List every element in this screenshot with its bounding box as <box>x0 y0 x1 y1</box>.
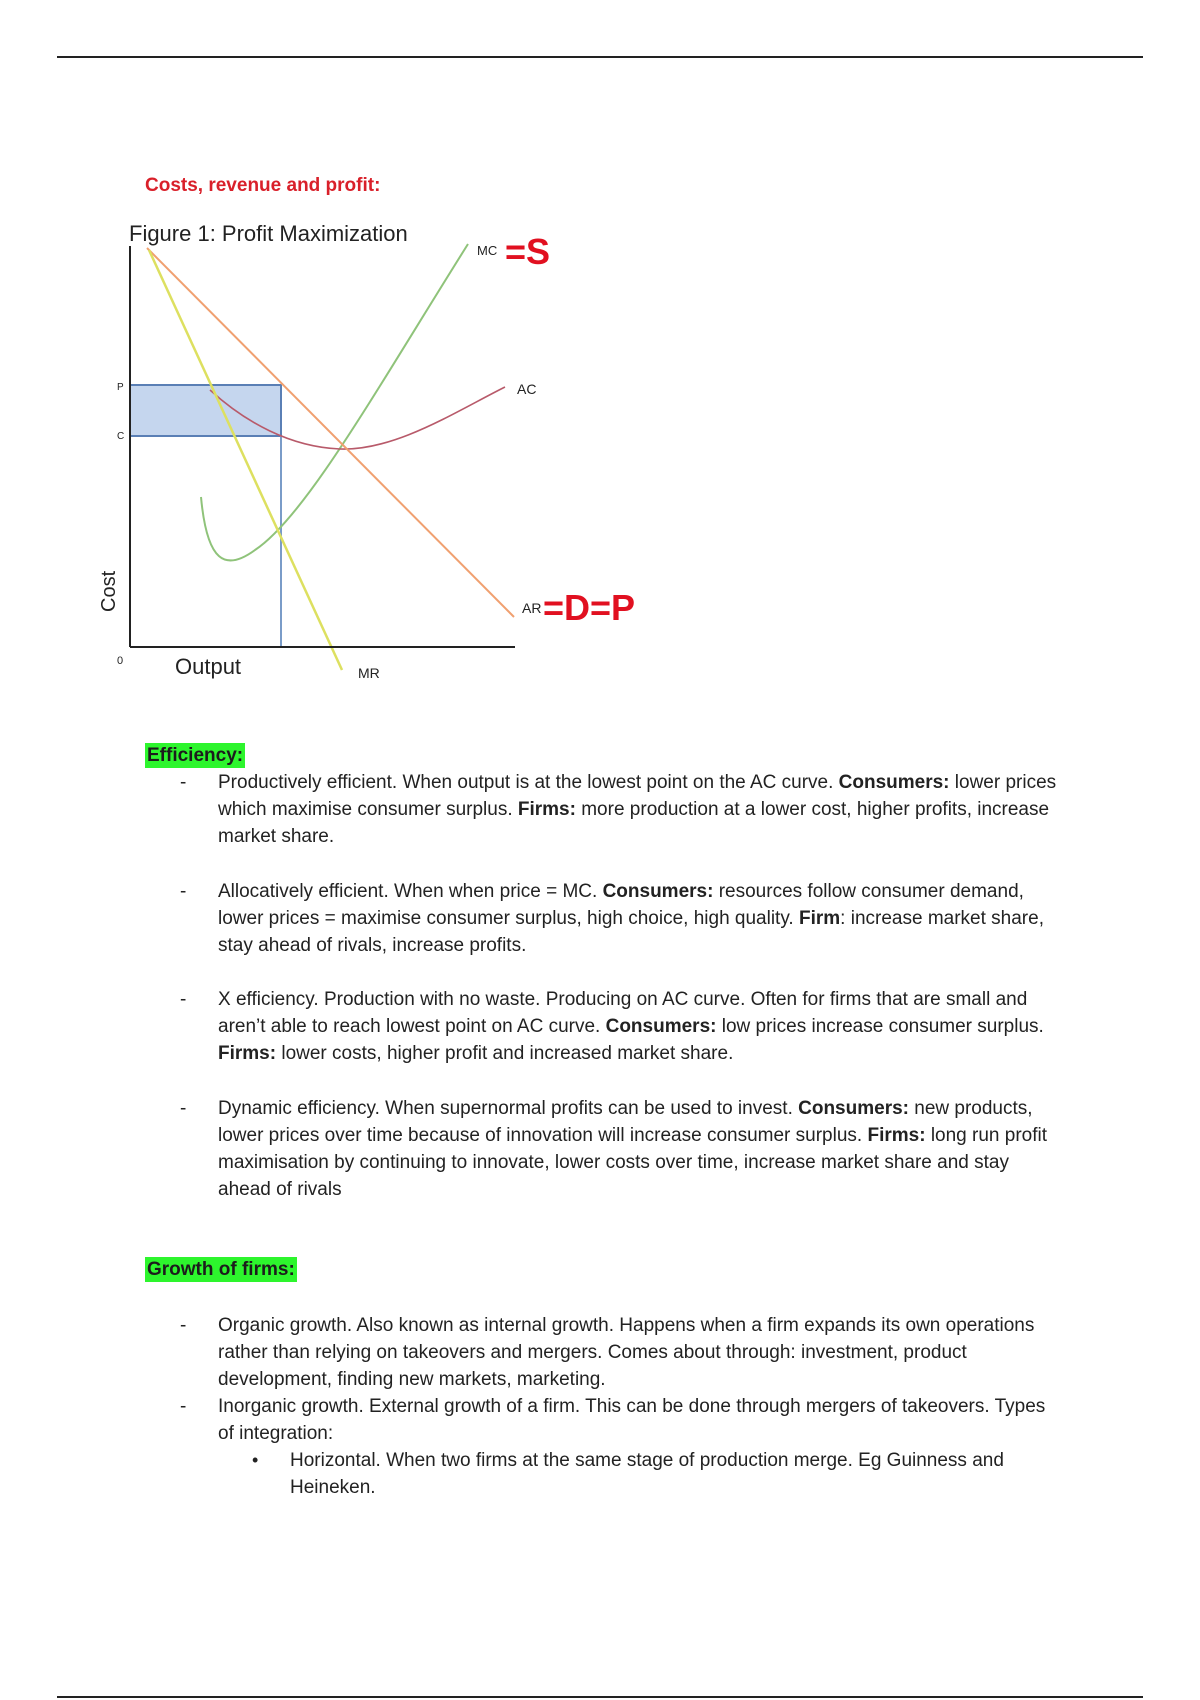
bullet-dot: • <box>252 1450 259 1470</box>
profit-area <box>130 385 281 436</box>
efficiency-item-allocative: Allocatively efficient. When when price = MC. Consumers: resources follow consumer demand, lower prices = maximise consumer surplus, high choice, high quality. Firm: increase market share, stay ahead of rivals, increase profits. <box>218 881 1044 956</box>
efficiency-title: Efficiency: <box>147 745 244 766</box>
efficiency-item-x: X efficiency. Production with no waste. Producing on AC curve. Often for firms that are small and aren’t able to reach lowest point on AC curve. Consumers: low prices increase consumer surplus. Firms: lower costs, higher profit and increased market share. <box>218 989 1044 1064</box>
mr-label: MR <box>358 665 380 681</box>
efficiency-item-dynamic: Dynamic efficiency. When supernormal profits can be used to invest. Consumers: new products, lower prices over time because of innovation will increase consumer surplus. Firms: long run profit maximisation by continuing to innovate, lower costs over time, increase market share and stay ahead of rivals <box>218 1098 1048 1200</box>
growth-title: Growth of firms: <box>147 1259 295 1280</box>
c-label: C <box>117 431 125 442</box>
y-axis-label: Cost <box>98 570 120 612</box>
origin-label: 0 <box>117 655 124 667</box>
bullet-dash: - <box>180 1396 187 1417</box>
mc-annotation: =S <box>505 231 551 272</box>
growth-item-inorganic: Inorganic growth. External growth of a firm. This can be done through mergers of takeovers. Types of integration: <box>218 1396 1046 1444</box>
figure-title: Figure 1: Profit Maximization <box>129 222 408 246</box>
bullet-dash: - <box>180 772 187 793</box>
p-label: P <box>117 382 124 393</box>
growth-subitem-horizontal: Horizontal. When two firms at the same stage of production merge. Eg Guinness and Heineken. <box>290 1450 1004 1498</box>
efficiency-item-productive: Productively efficient. When output is at the lowest point on the AC curve. Consumers: lower prices which maximise consumer surplus. Firms: more production at a lower cost, higher profits, increase market share. <box>218 772 1057 847</box>
bullet-dash: - <box>180 881 187 902</box>
bullet-dash: - <box>180 989 187 1010</box>
mc-label: MC <box>477 243 498 258</box>
growth-item-organic: Organic growth. Also known as internal growth. Happens when a firm expands its own operations rather than relying on takeovers and mergers. Comes about through: investment, product development, finding new markets, marketing. <box>218 1315 1035 1390</box>
bullet-dash: - <box>180 1315 187 1336</box>
section-title-costs: Costs, revenue and profit: <box>145 175 381 196</box>
bullet-dash: - <box>180 1098 187 1119</box>
bottom-rule <box>57 1696 1143 1698</box>
profit-maximization-figure <box>95 222 655 692</box>
top-rule <box>57 56 1143 58</box>
ar-label: AR <box>522 600 542 616</box>
x-axis-label: Output <box>175 654 242 679</box>
ac-label: AC <box>517 381 537 397</box>
mr-curve <box>149 250 342 670</box>
ar-annotation: =D=P <box>543 587 636 628</box>
